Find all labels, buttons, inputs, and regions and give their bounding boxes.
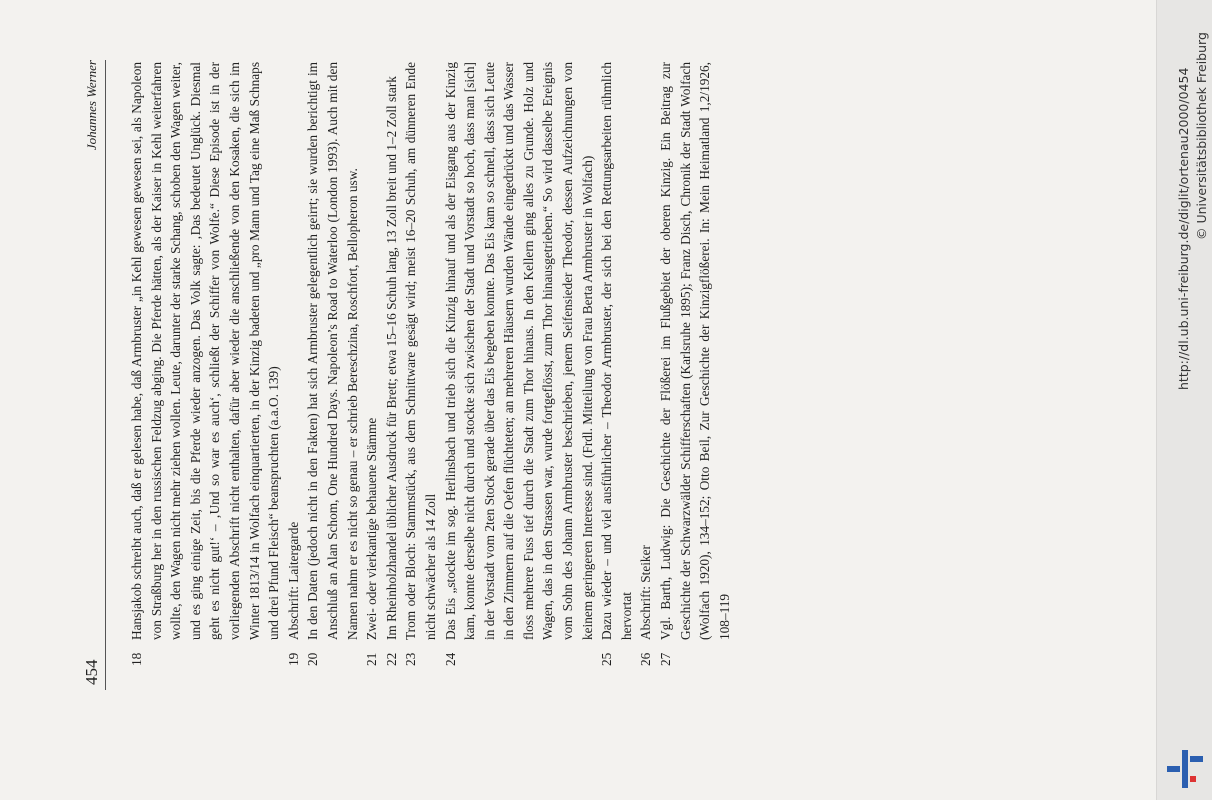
logo-bar-right-top (1190, 756, 1203, 762)
footnote-number: 22 (383, 652, 399, 666)
copyright-text: © Universitätsbibliothek Freiburg (1194, 32, 1209, 240)
footnote-text: In den Daten (jedoch nicht in den Fakten) hat sich Armbruster gelegentlich geirrt; sie wurden berichtigt im Anschluß an Alan Schom, One Hundred Days. Napoleon’s Road to Waterloo (London 1993). Auch mit den Namen nahm er es nicht so genau – er schrieb Bereschzina, Roschfort, Bellopheron usw. (305, 62, 360, 640)
footnote-number: 23 (403, 652, 419, 666)
footnote-19 (284, 62, 304, 672)
logo-bar-left (1167, 766, 1180, 772)
footnote-23 (401, 62, 440, 672)
footnote-18 (127, 62, 284, 672)
logo-bar-right-bottom (1190, 776, 1196, 782)
footnote-text: Abschrift: Steiker (638, 545, 654, 640)
footnotes (127, 62, 734, 672)
page-number: 454 (82, 659, 101, 685)
footnote-25 (597, 62, 636, 672)
header-rule (105, 60, 106, 690)
footnote-27 (656, 62, 734, 672)
footnote-24 (441, 62, 598, 672)
footnote-20 (303, 62, 362, 672)
footnote-text: Trom oder Bloch: Stammstück, aus dem Schnittware gesägt wird; meist 16–20 Schuh, am dünneren Ende nicht schwächer als 14 Zoll (403, 62, 438, 640)
footnote-number: 25 (599, 652, 615, 666)
footnote-26 (636, 62, 656, 672)
stripe-text (1156, 0, 1212, 800)
footnote-text: Dazu wieder – und viel ausführlicher – Theodor Armbruster, der sich bei den Rettungsarbeiten rühmlich hervortat (599, 62, 634, 640)
footnote-number: 18 (129, 652, 144, 666)
running-head-author: Johannes Werner (84, 60, 99, 151)
footnote-text: Zwei- oder vierkantige behauene Stämme (364, 417, 380, 640)
footnote-number: 19 (285, 652, 301, 666)
footnote-text: Abschrift: Laitergarde (285, 521, 301, 640)
footnote-number: 26 (638, 652, 654, 666)
footnote-number: 21 (364, 652, 380, 666)
footnote-text: Hansjakob schreibt auch, daß er gelesen habe, daß Armbruster „in Kehl gewesen gewesen sei, als Napoleon von Straßburg her in den russischen Feldzug abging. Die Pferde hätten, als der Kaiser in Kehl weiterfahren wollte, den Wagen nicht mehr ziehen wollen. Leute, darunter der starke Schang, schoben den Wagen weiter, und es ging einige Zeit, bis die Pferde wieder anzogen. Das Volk sagte: ‚Das bedeutet Unglück. Diesmal geht es nicht gut!‘ – ‚Und so war es auch‘, schließt der Schiffer von Wolfe.“ Diese Episode ist in der vorliegenden Abschrift nicht enthalten, dafür aber wieder die anschließende von den Kosaken, die sich im Winter 1813/14 in Wolfach einquartierten, in der Kinzig badeten und „pro Mann und Tag eine Maß Schnaps und drei Pfund Fleisch“ beanspruchten (a.a.O. 139) (129, 62, 282, 640)
library-logo-icon (1166, 748, 1204, 788)
source-url-link[interactable]: http://dl.ub.uni-freiburg.de/diglit/ortenau2000/0454 (1176, 67, 1191, 390)
logo-bar-center (1182, 750, 1188, 788)
footnote-21 (362, 62, 382, 672)
footnote-number: 20 (305, 652, 321, 666)
footnote-text: Das Eis „stockte im sog. Herlinsbach und trieb sich die Kinzig hinauf und als der Eisgang aus der Kinzig kam, konnte derselbe nicht durch und stockte sich zwischen der Stadt und Vorstadt so hoch, dass man [sich] in der Vorstadt vom 2ten Stock gerade über das Eis begeben konnte. Das Eis kam so schnell, dass sich Leute in den Zimmern auf die Oefen flüchteten; an mehreren Häusern wurden Wände eingedrückt und das Wasser floss mehrere Fuss tief durch die Stadt zum Thor hinaus. In den Kellern ging alles zu Grunde. Holz und Wagen, das in den Strassen war, wurde fortgeflösst, zum Thor hinausgetrieben.“ So wird dasselbe Ereignis vom Sohn des Johann Armbruster beschrieben, jenem Seifensieder Theodor, dessen Aufzeichnungen von keinem geringeren Interesse sind. (Frdl. Mitteilung von Frau Berta Armbruster in Wolfach) (442, 62, 595, 640)
footnote-number: 24 (442, 652, 458, 666)
footnote-number: 27 (658, 652, 674, 666)
footnote-22 (382, 62, 402, 672)
footnote-text: Im Rheinholzhandel üblicher Ausdruck für Brett; etwa 15–16 Schuh lang, 13 Zoll breit und 1–2 Zoll stark (383, 76, 399, 640)
footnote-text: Vgl. Barth, Ludwig: Die Geschichte der Flößerei im Flußgebiet der oberen Kinzig. Ein Beitrag zur Geschichte der Schwarzwälder Schifferschaften (Karlsruhe 1895); Franz Disch, Chronik der Stadt Wolfach (Wolfach 1920), 134–152; Otto Beil, Zur Geschichte der Kinzigflößerei. In: Mein Heimatland 1,2/1926, 108–119 (658, 62, 732, 640)
